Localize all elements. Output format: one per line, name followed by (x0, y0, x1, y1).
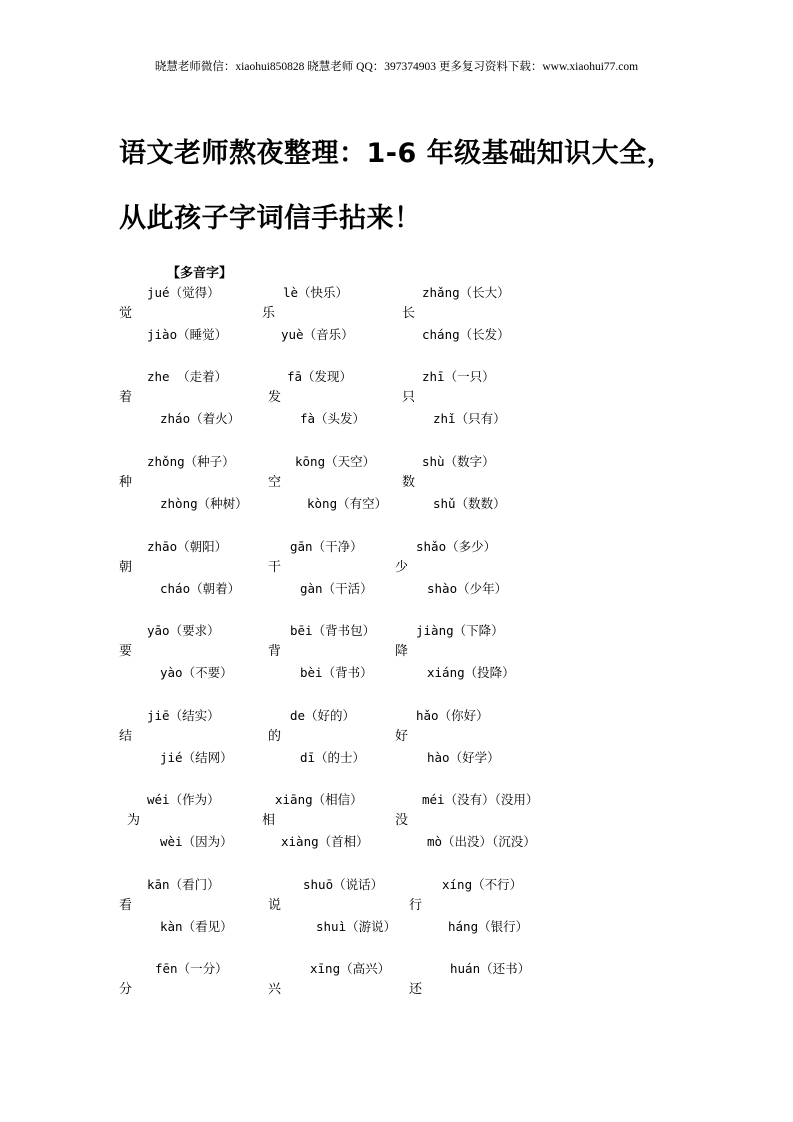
pinyin-lower: xiàng（首相） (281, 834, 369, 849)
pinyin-upper: jué（觉得） (147, 285, 220, 300)
pinyin-lower: yuè（音乐） (281, 327, 354, 342)
pinyin-upper: zhī（一只） (422, 369, 495, 384)
pinyin-lower: shǔ（数数） (433, 496, 506, 511)
polyphonic-character: 行 (409, 898, 423, 913)
pinyin-lower: zhǐ（只有） (433, 411, 506, 426)
polyphonic-character: 说 (268, 898, 282, 913)
polyphonic-character: 相 (262, 813, 276, 828)
pinyin-upper: xíng（不行） (442, 877, 523, 892)
pinyin-upper: kōng（天空） (295, 454, 376, 469)
polyphonic-character: 的 (268, 729, 282, 744)
polyphonic-character: 分 (119, 982, 133, 997)
pinyin-upper: shǎo（多少） (416, 539, 497, 554)
pinyin-lower: kàn（看见） (160, 919, 233, 934)
polyphonic-character: 要 (119, 644, 133, 659)
polyphonic-character: 数 (402, 475, 416, 490)
pinyin-upper: de（好的） (290, 708, 356, 723)
polyphonic-character: 还 (409, 982, 423, 997)
pinyin-lower: jiào（睡觉） (147, 327, 228, 342)
polyphonic-character: 种 (119, 475, 133, 490)
pinyin-lower: gàn（干活） (300, 581, 373, 596)
pinyin-lower: xiáng（投降） (427, 665, 515, 680)
polyphonic-character: 乐 (262, 306, 276, 321)
polyphonic-character: 发 (268, 390, 282, 405)
pinyin-upper: zhe （走着） (147, 369, 228, 384)
pinyin-lower: cháng（长发） (422, 327, 510, 342)
pinyin-upper: gān（干净） (290, 539, 363, 554)
pinyin-upper: lè（快乐） (283, 285, 349, 300)
pinyin-lower: kòng（有空） (307, 496, 388, 511)
pinyin-upper: zhǎng（长大） (422, 285, 510, 300)
polyphonic-character: 为 (127, 813, 141, 828)
pinyin-lower: háng（银行） (448, 919, 529, 934)
pinyin-upper: hǎo（你好） (416, 708, 489, 723)
pinyin-upper: zhǒng（种子） (147, 454, 235, 469)
pinyin-lower: jié（结网） (160, 750, 233, 765)
polyphonic-character: 空 (268, 475, 282, 490)
pinyin-lower: shuì（游说） (316, 919, 397, 934)
pinyin-lower: yào（不要） (160, 665, 233, 680)
pinyin-lower: mò（出没）（沉没） (427, 834, 536, 849)
pinyin-lower: zháo（着火） (160, 411, 241, 426)
pinyin-upper: fā（发现） (287, 369, 353, 384)
pinyin-upper: bēi（背书包） (290, 623, 376, 638)
polyphonic-character: 背 (268, 644, 282, 659)
polyphonic-character: 降 (395, 644, 409, 659)
pinyin-upper: yāo（要求） (147, 623, 220, 638)
pinyin-lower: shào（少年） (427, 581, 508, 596)
pinyin-lower: cháo（朝着） (160, 581, 241, 596)
pinyin-upper: kān（看门） (147, 877, 220, 892)
polyphonic-character: 没 (395, 813, 409, 828)
pinyin-upper: xiāng（相信） (275, 792, 363, 807)
pinyin-lower: hào（好学） (427, 750, 500, 765)
polyphonic-character: 少 (395, 560, 409, 575)
polyphonic-character: 朝 (119, 560, 133, 575)
pinyin-upper: fēn（一分） (155, 961, 228, 976)
polyphonic-character: 结 (119, 729, 133, 744)
section-title: 【多音字】 (167, 266, 233, 281)
pinyin-lower: fà（头发） (300, 411, 366, 426)
polyphonic-character: 着 (119, 390, 133, 405)
polyphonic-character: 好 (395, 729, 409, 744)
page-title-line-1: 语文老师熬夜整理：1-6 年级基础知识大全， (119, 138, 675, 169)
polyphonic-character: 干 (268, 560, 282, 575)
pinyin-upper: méi（没有）（没用） (422, 792, 539, 807)
pinyin-lower: dī（的士） (300, 750, 366, 765)
pinyin-upper: huán（还书） (450, 961, 531, 976)
polyphonic-character: 看 (119, 898, 133, 913)
page-header: 晓慧老师微信：xiaohui850828 晓慧老师 QQ：397374903 更多复习资料下载：www.xiaohui77.com (154, 61, 639, 73)
pinyin-lower: wèi（因为） (160, 834, 233, 849)
pinyin-upper: shù（数字） (422, 454, 495, 469)
pinyin-upper: jiē（结实） (147, 708, 220, 723)
polyphonic-character: 觉 (119, 306, 133, 321)
pinyin-upper: xīng（高兴） (310, 961, 391, 976)
page-title-line-2: 从此孩子字词信手拈来！ (119, 203, 422, 234)
pinyin-lower: zhòng（种树） (160, 496, 248, 511)
polyphonic-character: 只 (402, 390, 416, 405)
polyphonic-character: 兴 (268, 982, 282, 997)
pinyin-upper: wéi（作为） (147, 792, 220, 807)
pinyin-upper: zhāo（朝阳） (147, 539, 228, 554)
pinyin-upper: jiàng（下降） (416, 623, 504, 638)
pinyin-upper: shuō（说话） (303, 877, 384, 892)
pinyin-lower: bèi（背书） (300, 665, 373, 680)
polyphonic-character: 长 (402, 306, 416, 321)
